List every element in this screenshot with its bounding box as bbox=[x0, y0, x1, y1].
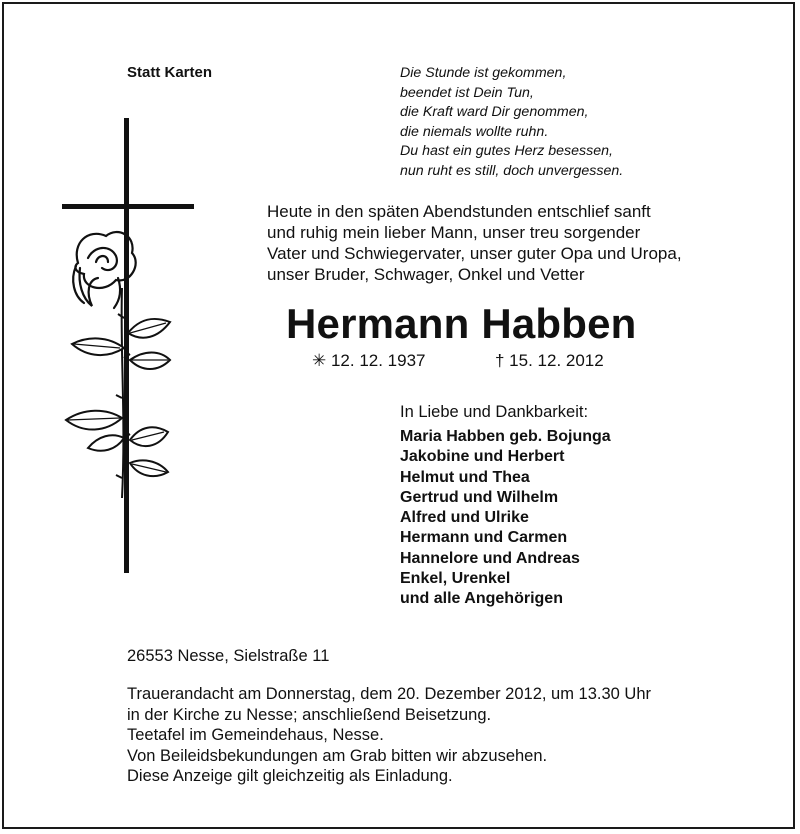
statt-karten-label: Statt Karten bbox=[127, 64, 213, 81]
mourner-name: Jakobine und Herbert bbox=[400, 448, 565, 466]
service-line: Diese Anzeige gilt gleichzeitig als Einladung. bbox=[127, 767, 453, 786]
poem-line: nun ruht es still, doch unvergessen. bbox=[400, 162, 624, 179]
intro-line: Heute in den späten Abendstunden entschlief sanft bbox=[267, 202, 651, 221]
death-date: † 15. 12. 2012 bbox=[495, 351, 604, 370]
intro-line: und ruhig mein lieber Mann, unser treu sorgender bbox=[267, 223, 641, 242]
mourner-name: Enkel, Urenkel bbox=[400, 570, 511, 588]
mourner-name: und alle Angehörigen bbox=[400, 590, 563, 608]
intro-line: unser Bruder, Schwager, Onkel und Vetter bbox=[267, 265, 585, 284]
service-line: in der Kirche zu Nesse; anschließend Beisetzung. bbox=[127, 705, 492, 724]
address: 26553 Nesse, Sielstraße 11 bbox=[127, 647, 330, 665]
poem-line: Die Stunde ist gekommen, bbox=[400, 65, 567, 81]
service-line: Trauerandacht am Donnerstag, dem 20. Dezember 2012, um 13.30 Uhr bbox=[127, 685, 652, 703]
mourner-name: Hannelore und Andreas bbox=[400, 549, 580, 567]
intro-line: Vater und Schwiegervater, unser guter Opa und Uropa, bbox=[267, 244, 682, 263]
mourners-list bbox=[400, 427, 611, 610]
mourner-name: Helmut und Thea bbox=[400, 468, 530, 486]
mourner-name: Hermann und Carmen bbox=[400, 529, 568, 547]
poem-line: Du hast ein gutes Herz besessen, bbox=[400, 143, 613, 159]
mourner-name: Maria Habben geb. Bojunga bbox=[400, 428, 611, 445]
mourners-heading: In Liebe und Dankbarkeit: bbox=[400, 403, 589, 421]
poem-line: beendet ist Dein Tun, bbox=[400, 84, 534, 101]
service-line: Teetafel im Gemeindehaus, Nesse. bbox=[127, 726, 384, 745]
birth-date: ✳ 12. 12. 1937 bbox=[312, 351, 426, 370]
service-info bbox=[127, 684, 651, 787]
poem bbox=[400, 64, 623, 181]
mourner-name: Alfred und Ulrike bbox=[400, 509, 529, 527]
mourner-name: Gertrud und Wilhelm bbox=[400, 488, 559, 506]
poem-line: die Kraft ward Dir genommen, bbox=[400, 104, 589, 120]
cross-with-rose-icon bbox=[58, 118, 198, 573]
poem-line: die niemals wollte ruhn. bbox=[400, 123, 549, 140]
intro-text bbox=[267, 201, 682, 285]
deceased-name: Hermann Habben bbox=[286, 300, 637, 347]
service-line: Von Beileidsbekundungen am Grab bitten wir abzusehen. bbox=[127, 746, 548, 765]
